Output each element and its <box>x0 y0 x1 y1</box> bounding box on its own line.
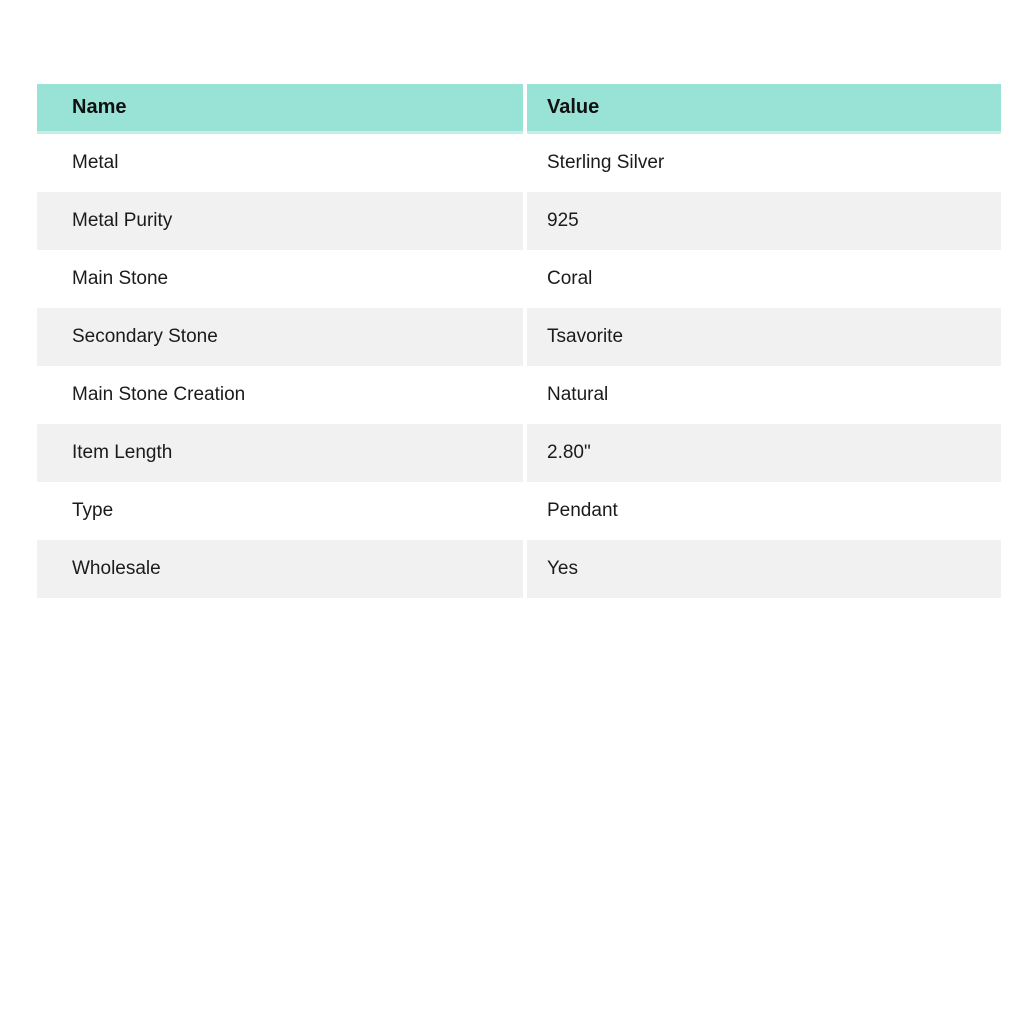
spec-name-cell <box>37 250 523 308</box>
spec-value: Natural <box>547 384 609 405</box>
spec-value: Tsavorite <box>547 326 624 347</box>
spec-value: Pendant <box>547 500 618 521</box>
spec-name: Secondary Stone <box>72 326 218 347</box>
spec-name-cell <box>37 482 523 540</box>
spec-name: Wholesale <box>72 558 161 579</box>
spec-value-cell <box>527 366 1001 424</box>
table-row <box>37 134 1001 192</box>
spec-name: Main Stone Creation <box>72 384 246 405</box>
spec-value-cell <box>527 540 1001 598</box>
table-row <box>37 192 1001 250</box>
spec-name: Item Length <box>72 442 173 463</box>
spec-value-cell <box>527 308 1001 366</box>
table-row <box>37 366 1001 424</box>
table-row <box>37 540 1001 598</box>
spec-value: Sterling Silver <box>547 152 665 173</box>
header-label-value: Value <box>547 96 600 118</box>
spec-name: Metal <box>72 152 119 173</box>
spec-name-cell <box>37 540 523 598</box>
header-cell-name <box>37 84 523 134</box>
table-row <box>37 250 1001 308</box>
spec-name: Metal Purity <box>72 210 173 231</box>
spec-value-cell <box>527 134 1001 192</box>
spec-value: 2.80" <box>547 442 591 463</box>
spec-name: Main Stone <box>72 268 169 289</box>
spec-value-cell <box>527 424 1001 482</box>
table-row <box>37 308 1001 366</box>
spec-value: Yes <box>547 558 578 579</box>
header-cell-value <box>527 84 1001 134</box>
spec-name-cell <box>37 308 523 366</box>
spec-value-cell <box>527 192 1001 250</box>
spec-name: Type <box>72 500 114 521</box>
spec-name-cell <box>37 366 523 424</box>
spec-name-cell <box>37 134 523 192</box>
header-label-name: Name <box>72 96 127 118</box>
table-row <box>37 482 1001 540</box>
spec-name-cell <box>37 424 523 482</box>
spec-name-cell <box>37 192 523 250</box>
product-specs-table <box>37 84 1001 598</box>
spec-value-cell <box>527 482 1001 540</box>
spec-value: 925 <box>547 210 579 231</box>
table-header-row <box>37 84 1001 134</box>
table-row <box>37 424 1001 482</box>
spec-value-cell <box>527 250 1001 308</box>
spec-value: Coral <box>547 268 593 289</box>
